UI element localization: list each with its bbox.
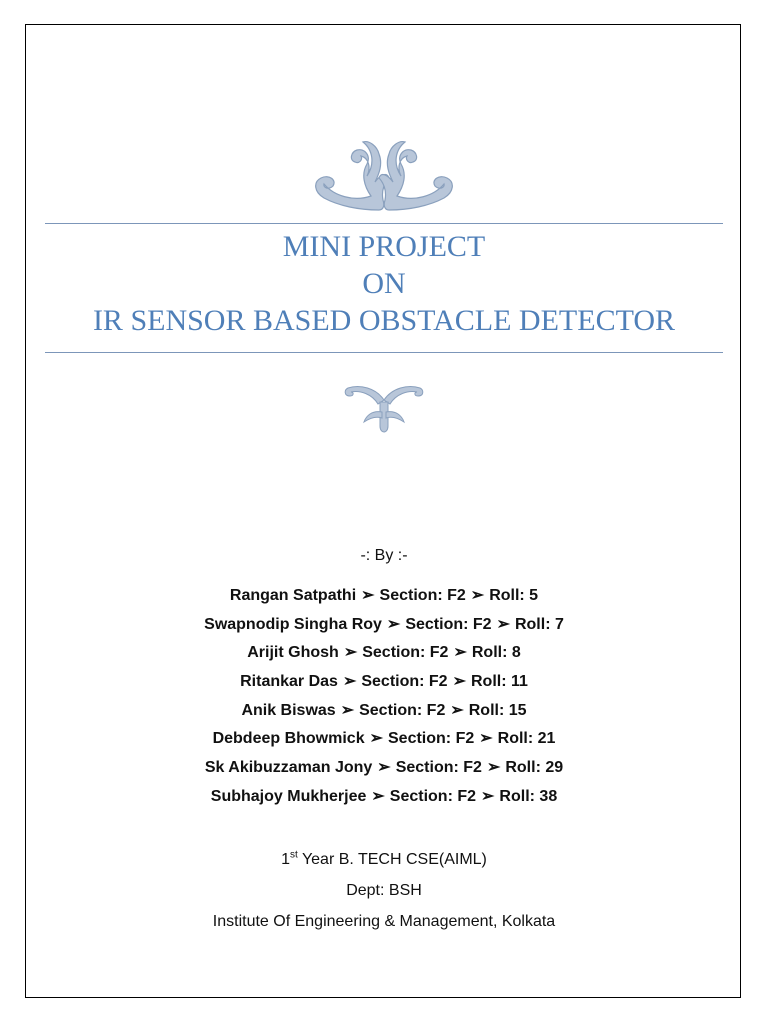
member-section: Section: F2 (362, 644, 449, 662)
course-info (0, 844, 768, 937)
arrow-separator-icon: ➢ (342, 673, 357, 691)
arrow-separator-icon: ➢ (481, 787, 495, 805)
member-section: Section: F2 (359, 701, 446, 719)
arrow-separator-icon: ➢ (479, 730, 493, 748)
member-name: Swapnodip Singha Roy (204, 615, 382, 633)
member-roll: Roll: 7 (514, 615, 564, 633)
member-section: Section: F2 (388, 730, 475, 748)
member-section: Section: F2 (405, 615, 492, 633)
member-roll: Roll: 8 (471, 644, 521, 662)
top-divider (45, 223, 723, 224)
member-section: Section: F2 (389, 787, 477, 805)
arrow-separator-icon: ➢ (371, 787, 385, 805)
member-roll: Roll: 11 (470, 673, 528, 691)
arrow-separator-icon: ➢ (377, 759, 391, 777)
member-name: Debdeep Bhowmick (212, 730, 365, 748)
title-line-2: ON (362, 267, 406, 300)
arrow-separator-icon: ➢ (450, 701, 464, 719)
member-section: Section: F2 (379, 587, 466, 604)
list-item (0, 668, 768, 697)
list-item (0, 582, 768, 611)
arrow-separator-icon: ➢ (452, 673, 466, 691)
member-section: Section: F2 (395, 759, 482, 777)
member-roll: Roll: 5 (489, 587, 539, 604)
arrow-separator-icon: ➢ (361, 587, 375, 604)
member-roll: Roll: 15 (468, 701, 527, 719)
year-ordinal-suffix: st (290, 849, 298, 861)
list-item (0, 697, 768, 726)
document-title (45, 228, 723, 339)
title-line-3: IR SENSOR BASED OBSTACLE DETECTOR (92, 304, 676, 337)
floral-scroll-ornament-icon (309, 134, 459, 214)
list-item (0, 725, 768, 754)
arrow-separator-icon: ➢ (386, 615, 401, 633)
by-label: -: By :- (360, 547, 408, 564)
arrow-separator-icon: ➢ (486, 759, 501, 777)
title-line-1: MINI PROJECT (282, 230, 486, 263)
arrow-separator-icon: ➢ (343, 644, 358, 662)
member-name: Anik Biswas (241, 701, 336, 719)
member-section: Section: F2 (361, 673, 448, 691)
course-name: Year B. TECH CSE(AIML) (297, 851, 487, 868)
arrow-separator-icon: ➢ (453, 644, 467, 662)
list-item (0, 754, 768, 783)
list-item (0, 611, 768, 640)
member-roll: Roll: 38 (499, 787, 558, 805)
course-year (0, 844, 768, 875)
arrow-separator-icon: ➢ (496, 615, 510, 633)
team-member-list (0, 582, 768, 812)
year-number: 1 (281, 851, 290, 868)
member-name: Ritankar Das (240, 673, 338, 691)
member-name: Subhajoy Mukherjee (210, 787, 367, 805)
arrow-separator-icon: ➢ (470, 587, 485, 604)
list-item (0, 639, 768, 668)
arrow-separator-icon: ➢ (369, 730, 383, 748)
arrow-separator-icon: ➢ (340, 701, 355, 719)
member-name: Sk Akibuzzaman Jony (204, 759, 373, 777)
institute-name: Institute Of Engineering & Management, Kolkata (212, 913, 556, 930)
department: Dept: BSH (346, 882, 422, 899)
member-roll: Roll: 21 (497, 730, 556, 748)
list-item (0, 783, 768, 812)
member-name: Arijit Ghosh (247, 644, 339, 662)
member-roll: Roll: 29 (505, 759, 564, 777)
member-name: Rangan Satpathi (229, 587, 357, 604)
bottom-divider (45, 352, 723, 353)
fleuron-ornament-icon (342, 378, 426, 434)
